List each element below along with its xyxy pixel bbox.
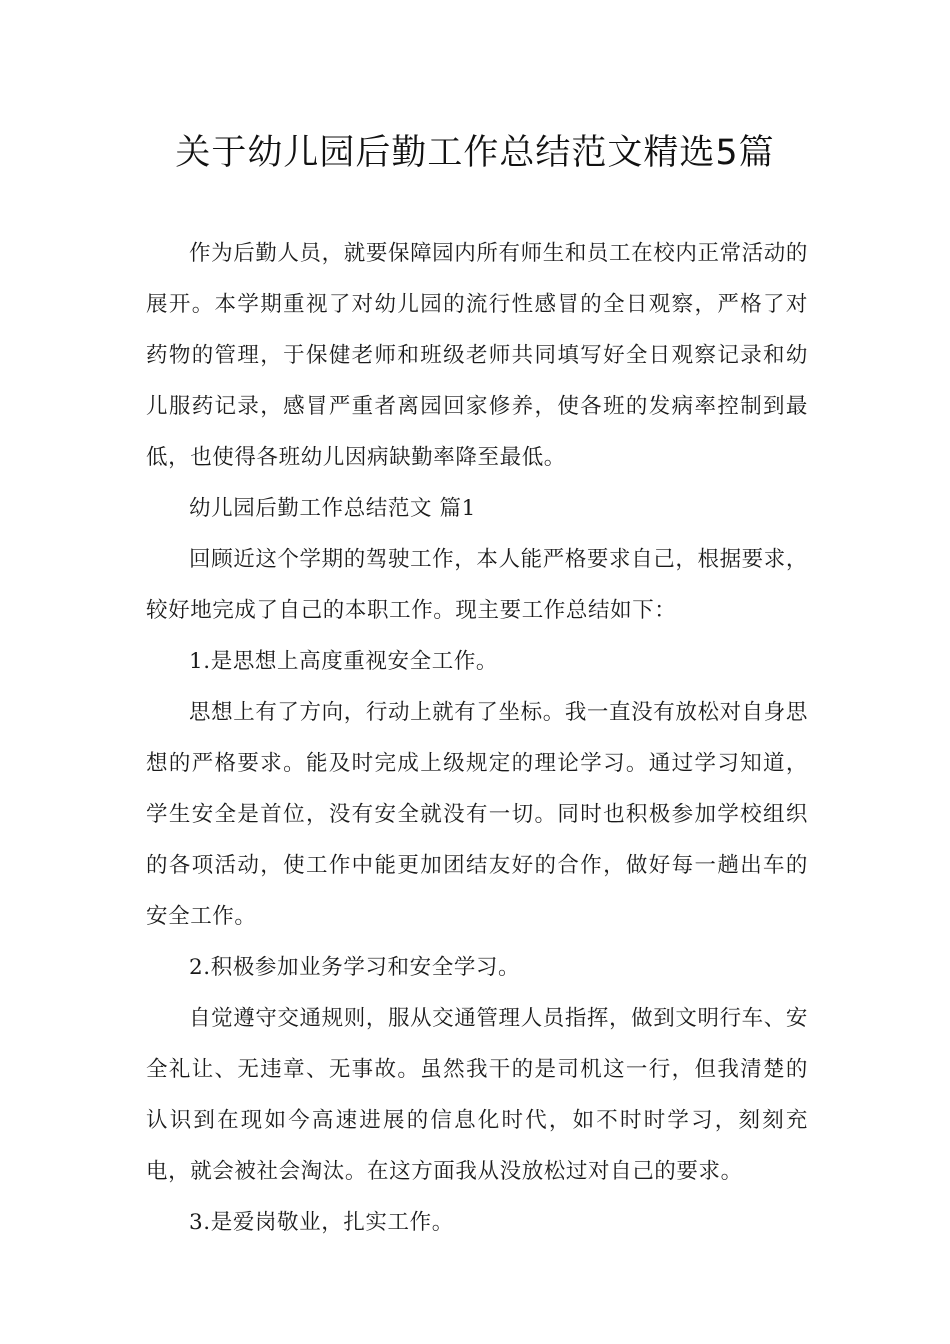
list-item-2: 2.积极参加业务学习和安全学习。: [189, 955, 521, 980]
list-item-3: 3.是爱岗敬业，扎实工作。: [189, 1210, 454, 1235]
paragraph-review: 回顾近这个学期的驾驶工作，本人能严格要求自己，根据要求，较好地完成了自己的本职工作。现主要工作总结如下：: [146, 547, 808, 623]
document-title: 关于幼儿园后勤工作总结范文精选5篇: [175, 133, 775, 173]
paragraph-thought: 思想上有了方向，行动上就有了坐标。我一直没有放松对自身思想的严格要求。能及时完成上级规定的理论学习。通过学习知道，学生安全是首位，没有安全就没有一切。同时也积极参加学校组织的各项活动，使工作中能更加团结友好的合作，做好每一趟出车的安全工作。: [146, 700, 808, 929]
paragraph-traffic: 自觉遵守交通规则，服从交通管理人员指挥，做到文明行车、安全礼让、无违章、无事故。虽然我干的是司机这一行，但我清楚的认识到在现如今高速进展的信息化时代，如不时时学习，刻刻充电，就会被社会淘汰。在这方面我从没放松过对自己的要求。: [146, 1006, 808, 1184]
list-item-1: 1.是思想上高度重视安全工作。: [189, 649, 499, 674]
document-body: [146, 228, 808, 1248]
paragraph-intro: 作为后勤人员，就要保障园内所有师生和员工在校内正常活动的展开。本学期重视了对幼儿园的流行性感冒的全日观察，严格了对药物的管理，于保健老师和班级老师共同填写好全日观察记录和幼儿服药记录，感冒严重者离园回家修养，使各班的发病率控制到最低，也使得各班幼儿因病缺勤率降至最低。: [146, 241, 808, 470]
section-heading-1: 幼儿园后勤工作总结范文 篇1: [189, 496, 476, 521]
